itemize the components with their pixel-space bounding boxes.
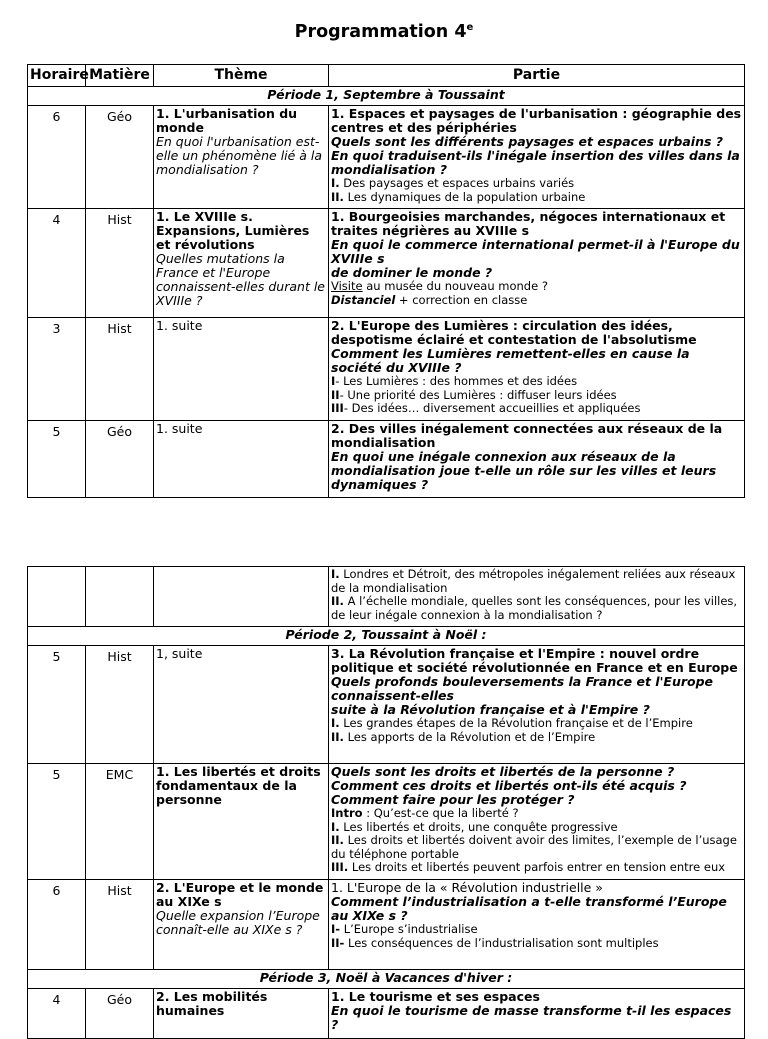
theme-cell [154, 989, 329, 1039]
partie-cell [329, 421, 745, 498]
theme-cell [154, 764, 329, 880]
matiere-cell: Hist [86, 209, 154, 318]
partie-item: I- Les Lumières : des hommes et des idées [331, 374, 578, 388]
partie-item: I. Les libertés et droits, une conquête progressive [331, 819, 618, 834]
partie-title: 3. La Révolution française et l'Empire : nouvel ordre politique et société révolutionnée en France et en Europe [331, 646, 738, 675]
header-row [28, 65, 745, 87]
table-row [28, 989, 745, 1039]
partie-cell [329, 567, 745, 627]
title-text: Programmation 4 [294, 22, 467, 42]
horaire-cell: 5 [28, 421, 86, 498]
partie-item: I. Des paysages et espaces urbains variés [331, 176, 575, 190]
partie-item: II. Les apports de la Révolution et de l’Empire [331, 729, 596, 744]
horaire-cell: 6 [28, 880, 86, 970]
partie-question-cont: de dominer le monde ? [331, 265, 493, 280]
theme-cell [154, 880, 329, 970]
partie-cell [329, 989, 745, 1039]
distanciel-line: Distanciel + correction en classe [331, 292, 528, 307]
partie-question: Comment l’industrialisation a t-elle transformé l’Europe au XIXe s ? [331, 894, 727, 923]
partie-title: 2. Des villes inégalement connectées aux réseaux de la mondialisation [331, 421, 723, 450]
theme-cell: 1. suite [154, 421, 329, 498]
partie-question-cont: suite à la Révolution française et à l'Empire ? [331, 702, 650, 717]
theme-question: Quelles mutations la France et l'Europe connaissent-elles durant le XVIIIe ? [156, 251, 325, 308]
table-row [28, 421, 745, 498]
partie-question: En quoi une inégale connexion aux réseaux de la mondialisation joue t-elle un rôle sur les villes et leurs dynamiques ? [331, 449, 717, 492]
partie-item: II- Une priorité des Lumières : diffuser leurs idées [331, 387, 617, 402]
partie-cell [329, 106, 745, 209]
horaire-cell: 6 [28, 106, 86, 209]
partie-question: Comment les Lumières remettent-elles en cause la société du XVIIIe ? [331, 346, 690, 375]
theme-question: Quelle expansion l’Europe connaît-elle au XIXe s ? [156, 908, 320, 937]
partie-item: I- L’Europe s’industrialise [331, 922, 478, 936]
theme-title: 2. L'Europe et le monde au XIXe s [156, 880, 324, 909]
partie-item: III. Les droits et libertés peuvent parfois entrer en tension entre eux [331, 860, 726, 874]
matiere-cell: EMC [86, 764, 154, 880]
horaire-cell: 3 [28, 318, 86, 421]
period-1-label: Période 1, Septembre à Toussaint [28, 87, 745, 106]
partie-question: Quels sont les droits et libertés de la personne ? Comment ces droits et libertés ont-ils été acquis ? Comment faire pour les protéger ? [331, 764, 687, 807]
title-superscript: e [466, 22, 474, 34]
period-row [28, 87, 745, 106]
partie-item: II. Les droits et libertés doivent avoir des limites, l’exemple de l’usage du téléphone portable [331, 833, 737, 861]
partie-item: II. A l’échelle mondiale, quelles sont les conséquences, pour les villes, de leur inégale connexion à la mondialisation ? [331, 594, 738, 622]
table-row [28, 209, 745, 318]
theme-cell: 1. suite [154, 318, 329, 421]
table-row [28, 318, 745, 421]
theme-question: En quoi l'urbanisation est-elle un phénomène lié à la mondialisation ? [156, 134, 323, 177]
theme-cell [154, 106, 329, 209]
visite-line: Visite au musée du nouveau monde ? [331, 279, 548, 293]
partie-question: Quels profonds bouleversements la France et l'Europe connaissent-elles [331, 674, 714, 703]
partie-item: I. Les grandes étapes de la Révolution française et de l’Empire [331, 716, 693, 730]
page-title [0, 22, 768, 42]
theme-title: 2. Les mobilités humaines [156, 989, 268, 1018]
header-matiere: Matière [86, 65, 154, 87]
partie-title: 2. L'Europe des Lumières : circulation des idées, despotisme éclairé et contestation de l'absolutisme [331, 318, 697, 347]
partie-question: En quoi le commerce international permet-il à l'Europe du XVIIIe s [331, 237, 740, 266]
partie-item: II- Les conséquences de l’industrialisation sont multiples [331, 935, 659, 950]
matiere-cell: Géo [86, 421, 154, 498]
table-row [28, 106, 745, 209]
programme-table-page-2 [27, 566, 745, 1039]
partie-cell [329, 318, 745, 421]
horaire-cell: 4 [28, 989, 86, 1039]
matiere-cell: Hist [86, 318, 154, 421]
period-3-label: Période 3, Noël à Vacances d'hiver : [28, 970, 745, 989]
theme-cell [154, 567, 329, 627]
matiere-cell: Géo [86, 989, 154, 1039]
period-row [28, 970, 745, 989]
header-horaire: Horaire [28, 65, 86, 87]
matiere-cell: Hist [86, 646, 154, 764]
partie-cell [329, 646, 745, 764]
partie-question: Quels sont les différents paysages et espaces urbains ? En quoi traduisent-ils l'inégale insertion des villes dans la mondialisation ? [331, 134, 740, 177]
partie-item: III- Des idées… diversement accueillies et appliquées [331, 401, 641, 415]
matiere-cell [86, 567, 154, 627]
partie-item: II. Les dynamiques de la population urbaine [331, 189, 586, 204]
period-2-label: Période 2, Toussaint à Noël : [28, 627, 745, 646]
theme-title: 1. Le XVIIIe s. Expansions, Lumières et révolutions [156, 209, 310, 252]
table-row [28, 646, 745, 764]
partie-cell [329, 880, 745, 970]
partie-title: 1. Bourgeoisies marchandes, négoces internationaux et traites négrières au XVIIIe s [331, 209, 726, 238]
horaire-cell: 5 [28, 646, 86, 764]
matiere-cell: Hist [86, 880, 154, 970]
theme-title: 1. L'urbanisation du monde [156, 106, 298, 135]
partie-cell [329, 764, 745, 880]
matiere-cell: Géo [86, 106, 154, 209]
horaire-cell [28, 567, 86, 627]
horaire-cell: 4 [28, 209, 86, 318]
partie-item: I. Londres et Détroit, des métropoles inégalement reliées aux réseaux de la mondialisation [331, 567, 736, 595]
header-partie: Partie [329, 65, 745, 87]
partie-cell [329, 209, 745, 318]
intro-line: Intro : Qu’est-ce que la liberté ? [331, 806, 519, 820]
partie-title: 1. L'Europe de la « Révolution industrielle » [331, 880, 603, 895]
table-row [28, 567, 745, 627]
theme-cell: 1, suite [154, 646, 329, 764]
partie-title: 1. Le tourisme et ses espaces [331, 989, 540, 1004]
programme-table-page-1 [27, 64, 745, 498]
partie-question: En quoi le tourisme de masse transforme t-il les espaces ? [331, 1003, 732, 1032]
period-row [28, 627, 745, 646]
partie-title: 1. Espaces et paysages de l'urbanisation : géographie des centres et des périphéries [331, 106, 742, 135]
header-theme: Thème [154, 65, 329, 87]
theme-title: 1. Les libertés et droits fondamentaux de la personne [156, 764, 321, 807]
horaire-cell: 5 [28, 764, 86, 880]
table-row [28, 880, 745, 970]
table-row [28, 764, 745, 880]
theme-cell [154, 209, 329, 318]
